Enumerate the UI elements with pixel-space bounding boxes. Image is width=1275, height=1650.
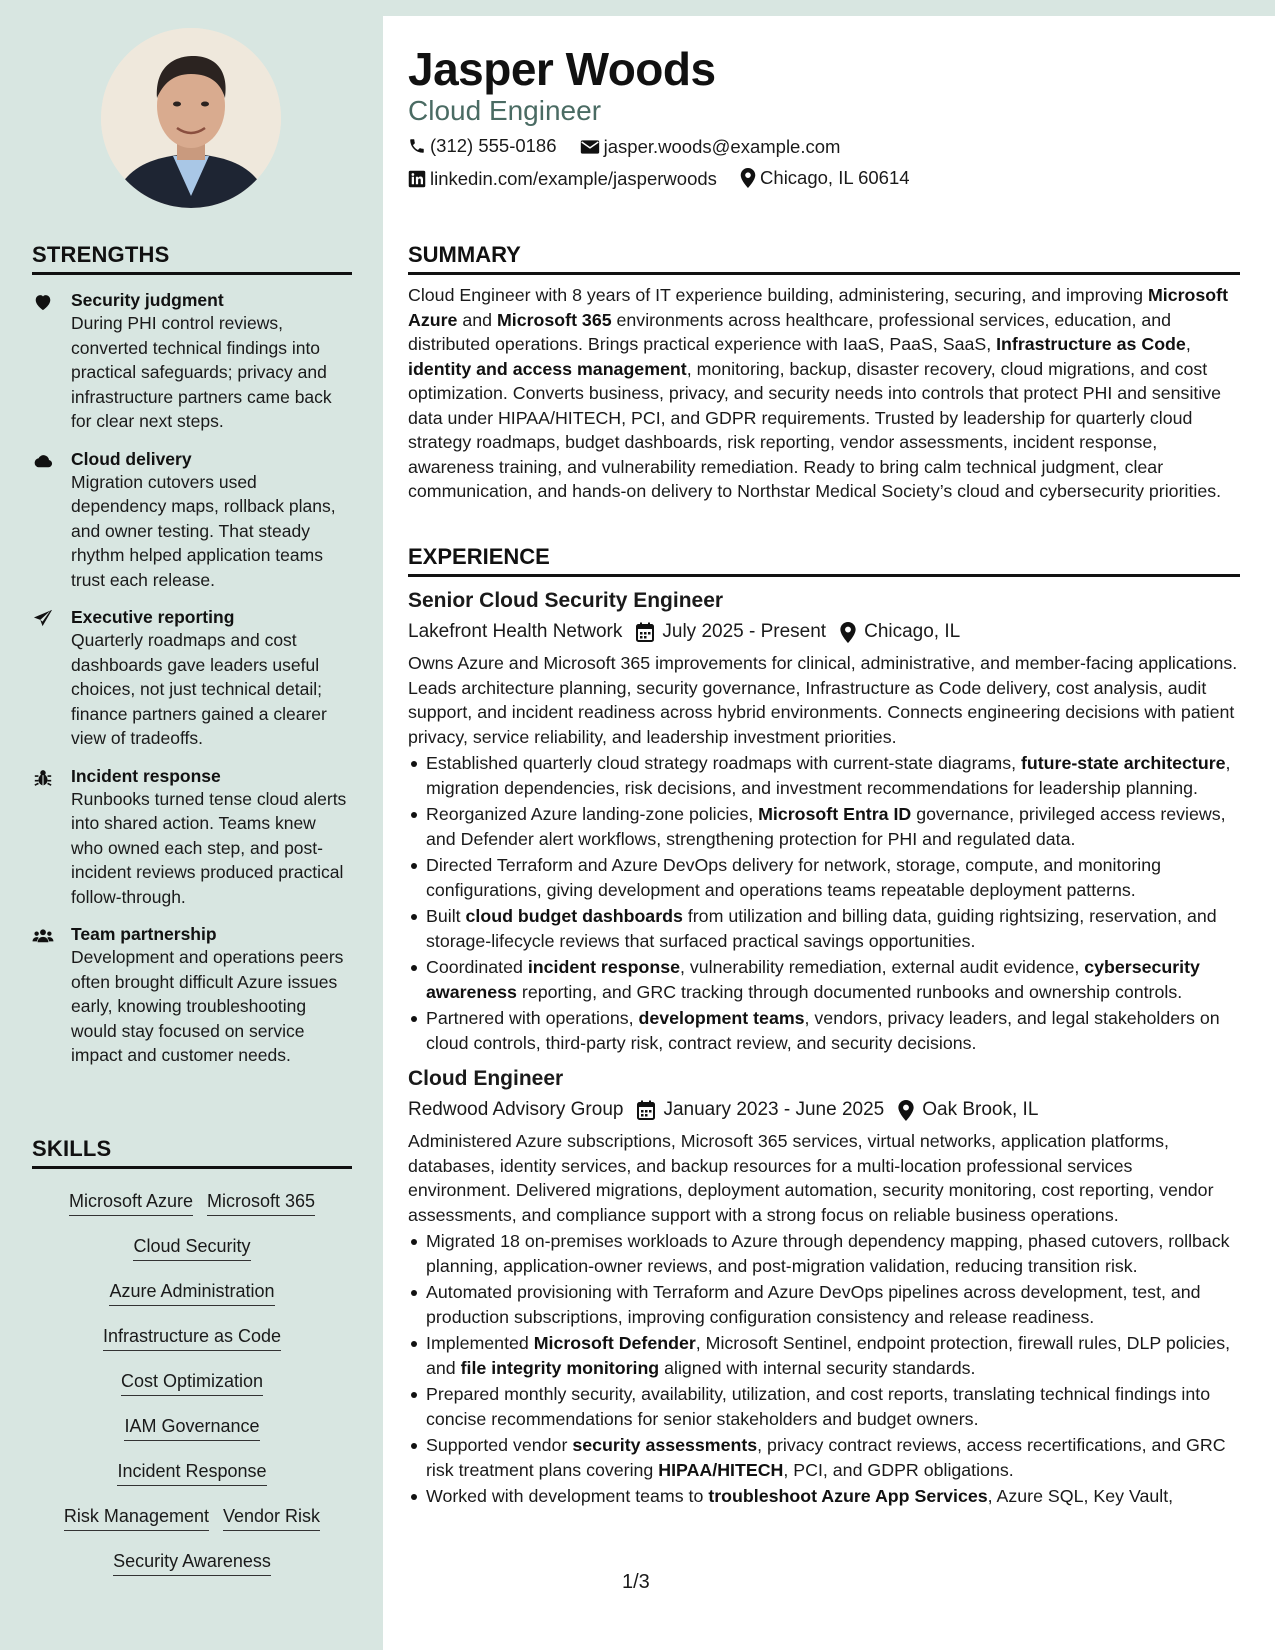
job-entry: [408, 587, 1240, 1055]
email-contact[interactable]: [580, 135, 841, 159]
contact-line-2: [408, 166, 928, 194]
bold-phrase: identity and access management: [408, 358, 687, 379]
experience-section: [408, 544, 1240, 1509]
strength-description: During PHI control reviews, converted technical findings into practical safeguards; privacy and infrastructure partners came back for clear next steps.: [71, 313, 332, 431]
job-description: Administered Azure subscriptions, Microsoft 365 services, virtual networks, application platforms, databases, identity services, and backup resources for a multi-location professional services environment. Delivered migrations, deployment automation, security monitoring, cost reporting, vendor assessments, and compliance support with a strong focus on reliable business operations.: [408, 1131, 1214, 1225]
phone-contact[interactable]: [408, 134, 557, 158]
map-pin-icon: [898, 1100, 914, 1121]
skills-list: [32, 1169, 352, 1584]
bullet-item: [408, 1331, 1240, 1380]
bold-phrase: Infrastructure as Code: [996, 334, 1186, 354]
strength-item: [32, 606, 352, 751]
bullet-item: [408, 751, 1240, 800]
text-fragment: Directed Terraform and Azure DevOps delivery for network, storage, compute, and monitoring configurations, giving development and operations teams repeatable deployment patterns.: [426, 855, 1161, 900]
job-entry: [408, 1065, 1240, 1509]
strength-title: Team partnership: [71, 924, 217, 944]
text-fragment: Worked with development teams to: [426, 1486, 709, 1506]
bold-phrase: Microsoft Azure: [408, 285, 1228, 330]
strength-description: Migration cutovers used dependency maps, rollback plans, and owner testing. That steady rhythm helped application teams trust each release.: [71, 471, 336, 590]
strength-item: [32, 765, 352, 910]
strength-item: [32, 289, 352, 434]
strength-description: Runbooks turned tense cloud alerts into shared action. Teams knew who owned each step, and post-incident reviews produced practical follow-through.: [71, 788, 347, 907]
job-title: Cloud Engineer: [408, 1067, 564, 1090]
location-text: Chicago, IL 60614: [760, 167, 910, 188]
text-fragment: , monitoring, backup, disaster recovery, cloud migrations, and cost optimization. Converts business, privacy, and security needs into controls that protect PHI and sensitive data under HIPAA/HITECH, PCI, and GDPR requirements. Trusted by leadership for quarterly cloud strategy roadmaps, budget dashboards, risk reporting, vendor assessments, incident response, awareness training, and vulnerability remediation. Ready to bring calm technical judgment, clear communication, and hands-on delivery to Northstar Medical Society’s cloud and cybersecurity priorities.: [408, 358, 1222, 501]
company-name: Redwood Advisory Group: [408, 1099, 624, 1120]
contact-line-1: [408, 134, 858, 161]
skill-tag: Incident Response: [117, 1459, 266, 1486]
bold-phrase: Microsoft Entra ID: [758, 804, 912, 824]
summary-section: [408, 242, 1240, 504]
summary-text: [408, 283, 1240, 504]
strengths-section: [32, 242, 352, 1068]
bold-phrase: troubleshoot Azure App Services: [708, 1486, 988, 1506]
bold-phrase: HIPAA/HITECH: [658, 1459, 784, 1480]
strength-item: [32, 448, 352, 593]
text-fragment: from utilization and billing data, guiding rightsizing, reservation, and storage-lifecycle reviews that surfaced practical savings opportunities.: [426, 906, 1217, 951]
users-icon: [32, 925, 54, 943]
skill-tag: Infrastructure as Code: [103, 1324, 281, 1351]
skill-tag: Azure Administration: [109, 1279, 274, 1306]
bullet-item: [408, 1280, 1240, 1329]
bold-phrase: Microsoft Defender: [533, 1333, 696, 1353]
skill-tag: Microsoft 365: [207, 1189, 315, 1216]
job-meta: [408, 1097, 1240, 1123]
text-fragment: Established quarterly cloud strategy roadmaps with current-state diagrams,: [426, 753, 1021, 773]
experience-heading: EXPERIENCE: [408, 544, 1240, 577]
skill-row: [32, 1224, 352, 1269]
location-contact: [740, 166, 909, 190]
skill-row: [32, 1404, 352, 1449]
job-dates: January 2023 - June 2025: [663, 1099, 885, 1120]
calendar-icon: [636, 622, 654, 642]
skill-row: [32, 1494, 352, 1539]
linkedin-text: linkedin.com/example/jasperwoods: [430, 168, 717, 189]
bullet-item: [408, 1006, 1240, 1055]
strength-item: [32, 923, 352, 1068]
skill-tag: Cloud Security: [133, 1234, 250, 1261]
strength-description: Development and operations peers often brought difficult Azure issues early, knowing troubleshooting would stay focused on service impact and customer needs.: [71, 947, 344, 1065]
skill-tag: Security Awareness: [113, 1549, 271, 1576]
text-fragment: , vulnerability remediation, external audit evidence,: [680, 957, 1085, 977]
job-bullets: [408, 1229, 1240, 1509]
text-fragment: environments across healthcare, professional services, education, and distributed operations. Brings practical experience with IaaS, PaaS, SaaS,: [408, 309, 1172, 354]
candidate-name: Jasper Woods: [408, 43, 716, 95]
email-text: jasper.woods@example.com: [603, 136, 841, 157]
avatar: [101, 28, 281, 208]
text-fragment: Supported vendor: [426, 1435, 573, 1455]
bullet-item: [408, 853, 1240, 902]
envelope-icon: [580, 139, 600, 155]
text-fragment: ,: [1185, 334, 1191, 354]
strength-title: Incident response: [71, 765, 221, 786]
job-bullets: [408, 751, 1240, 1055]
map-pin-icon: [840, 622, 856, 643]
bullet-item: [408, 1484, 1240, 1509]
bullet-item: [408, 1229, 1240, 1278]
text-fragment: Automated provisioning with Terraform and Azure DevOps pipelines across development, test, and production subscriptions, improving configuration consistency and release readiness.: [426, 1282, 1201, 1327]
phone-icon: [408, 137, 426, 155]
bold-phrase: future-state architecture: [1020, 753, 1226, 773]
skill-row: [32, 1269, 352, 1314]
text-fragment: Built: [426, 906, 466, 926]
text-fragment: , vendors, privacy leaders, and legal stakeholders on cloud controls, third-party risk, contract review, and security decisions.: [426, 1008, 1220, 1053]
candidate-role: Cloud Engineer: [408, 95, 602, 126]
bold-phrase: cybersecurity awareness: [426, 957, 1200, 1002]
job-title: Senior Cloud Security Engineer: [408, 589, 724, 612]
page-number: 1/3: [622, 1571, 650, 1593]
strengths-heading: STRENGTHS: [32, 242, 352, 275]
skill-row: [32, 1539, 352, 1584]
text-fragment: Cloud Engineer with 8 years of IT experience building, administering, securing, and improving: [408, 285, 1148, 305]
skill-row: [32, 1179, 352, 1224]
linkedin-icon: [408, 170, 426, 188]
bold-phrase: Microsoft 365: [496, 309, 612, 330]
strengths-list: [32, 289, 352, 1068]
job-description: Owns Azure and Microsoft 365 improvements for clinical, administrative, and member-facing applications. Leads architecture planning, security governance, Infrastructure as Code delivery, cost analysis, audit support, and incident readiness across hybrid environments. Connects engineering decisions with patient privacy, service reliability, and leadership investment priorities.: [408, 653, 1238, 747]
text-fragment: , privacy contract reviews, access recertifications, and GRC risk treatment plans covering: [426, 1435, 1226, 1480]
text-fragment: , Microsoft Sentinel, endpoint protection, firewall rules, DLP policies, and: [426, 1333, 1231, 1378]
text-fragment: , PCI, and GDPR obligations.: [783, 1459, 1014, 1480]
cloud-icon: [32, 450, 54, 468]
skill-row: [32, 1314, 352, 1359]
paper-plane-icon: [32, 608, 54, 626]
strength-title: Cloud delivery: [71, 448, 192, 469]
summary-heading: SUMMARY: [408, 242, 1240, 275]
skill-tag: Risk Management: [64, 1504, 209, 1531]
bullet-item: [408, 904, 1240, 953]
heart-icon: [32, 291, 54, 309]
skill-tag: IAM Governance: [124, 1414, 259, 1441]
skill-row: [32, 1449, 352, 1494]
calendar-icon: [637, 1100, 655, 1120]
bug-icon: [32, 767, 54, 785]
text-fragment: and: [457, 309, 497, 330]
bullet-item: [408, 1433, 1240, 1482]
text-fragment: Coordinated: [426, 957, 528, 977]
bold-phrase: incident response: [527, 957, 680, 977]
strength-description: Quarterly roadmaps and cost dashboards gave leaders useful choices, not just technical detail; finance partners gained a clearer view of tradeoffs.: [71, 630, 327, 748]
bold-phrase: development teams: [638, 1008, 805, 1028]
text-fragment: Reorganized Azure landing-zone policies,: [426, 804, 759, 824]
text-fragment: Partnered with operations,: [426, 1008, 639, 1028]
bold-phrase: file integrity monitoring: [460, 1357, 660, 1378]
job-location: Oak Brook, IL: [922, 1099, 1039, 1120]
text-fragment: , migration dependencies, risk decisions, and investment recommendations for leadership planning.: [426, 753, 1231, 798]
strength-title: Executive reporting: [71, 607, 235, 627]
job-location: Chicago, IL: [864, 621, 961, 642]
skill-tag: Microsoft Azure: [69, 1189, 193, 1216]
job-meta: [408, 619, 1240, 645]
phone-text: (312) 555-0186: [430, 135, 557, 156]
skills-section: [32, 1136, 352, 1584]
skill-tag: Vendor Risk: [223, 1504, 320, 1531]
bullet-item: [408, 955, 1240, 1004]
strength-title: Security judgment: [71, 290, 224, 310]
bullet-item: [408, 802, 1240, 851]
skills-heading: SKILLS: [32, 1136, 352, 1169]
company-name: Lakefront Health Network: [408, 621, 623, 642]
text-fragment: aligned with internal security standards.: [659, 1357, 976, 1378]
text-fragment: governance, privileged access reviews, and Defender alert workflows, strengthening protection for PHI and regulated data.: [426, 804, 1226, 849]
bullet-item: [408, 1382, 1240, 1431]
jobs-list: [408, 587, 1240, 1509]
map-pin-icon: [740, 168, 756, 188]
job-dates: July 2025 - Present: [662, 621, 827, 642]
text-fragment: Implemented: [426, 1333, 534, 1353]
skill-row: [32, 1359, 352, 1404]
bold-phrase: cloud budget dashboards: [465, 906, 683, 926]
bold-phrase: security assessments: [572, 1435, 758, 1455]
text-fragment: Migrated 18 on-premises workloads to Azure through dependency mapping, phased cutovers, rollback planning, application-owner reviews, and post-migration validation, reducing transition risk.: [426, 1231, 1230, 1276]
skill-tag: Cost Optimization: [121, 1369, 263, 1396]
text-fragment: , Azure SQL, Key Vault,: [987, 1486, 1174, 1506]
linkedin-contact[interactable]: [408, 167, 717, 191]
text-fragment: Prepared monthly security, availability, utilization, and cost reports, translating technical findings into concise recommendations for senior stakeholders and budget owners.: [426, 1384, 1211, 1429]
text-fragment: reporting, and GRC tracking through documented runbooks and ownership controls.: [516, 981, 1183, 1002]
